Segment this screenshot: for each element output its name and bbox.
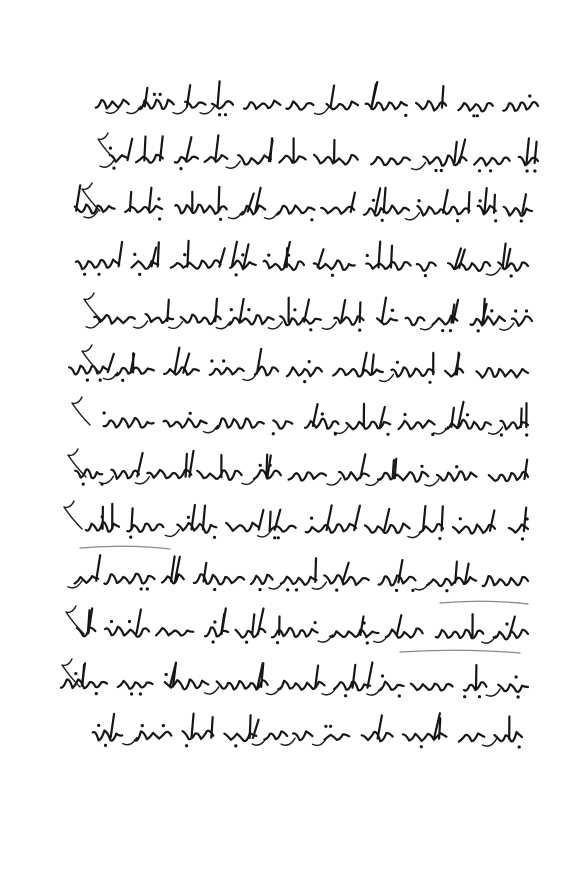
pencil-underline: [440, 601, 528, 604]
pencil-underline: [80, 546, 170, 549]
pencil-underline: [400, 650, 520, 653]
